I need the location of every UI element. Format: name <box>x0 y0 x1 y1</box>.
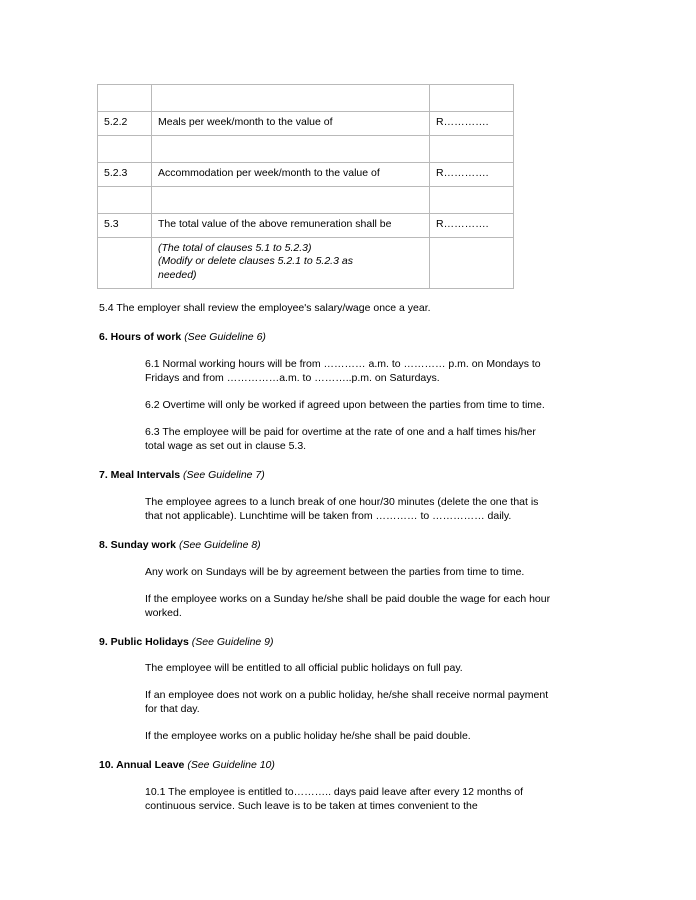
table-note-line: (The total of clauses 5.1 to 5.2.3) <box>158 241 312 254</box>
table-note-line: (Modify or delete clauses 5.2.1 to 5.2.3 as <box>158 255 353 268</box>
table-cell-amount <box>430 237 514 289</box>
section-guideline: (See Guideline 10) <box>187 759 275 772</box>
section-9-paragraph-3: If the employee works on a public holiday he/she shall be paid double. <box>145 730 471 743</box>
remuneration-table <box>97 84 514 289</box>
table-cell-clause: 5.2.3 <box>98 162 152 186</box>
section-guideline: (See Guideline 7) <box>183 468 265 481</box>
section-heading-8 <box>99 539 575 553</box>
table-row <box>98 85 514 112</box>
section-6-paragraph-1: 6.1 Normal working hours will be from ………… a.m. to ………… p.m. on Mondays to Fridays and from ……………a.m. to ………..p.m. on Saturdays. <box>145 358 541 385</box>
section-6-paragraph-3: 6.3 The employee will be paid for overtime at the rate of one and a half times his/her total wage as set out in clause 5.3. <box>145 425 536 452</box>
section-8-paragraph-1: Any work on Sundays will be by agreement between the parties from time to time. <box>145 565 525 578</box>
table-cell-amount: R…………. <box>430 162 514 186</box>
table-cell-clause <box>98 135 152 162</box>
table-row <box>98 135 514 162</box>
section-heading-10 <box>99 759 575 773</box>
table-cell-amount <box>430 85 514 112</box>
table-cell-clause <box>98 85 152 112</box>
table-row <box>98 186 514 213</box>
section-title: 10. Annual Leave <box>99 759 185 772</box>
section-9-paragraph-1: The employee will be entitled to all official public holidays on full pay. <box>145 662 463 675</box>
table-cell-description: Accommodation per week/month to the value of <box>152 162 430 186</box>
section-guideline: (See Guideline 8) <box>178 538 261 551</box>
table-cell-description: Meals per week/month to the value of <box>152 112 430 136</box>
section-9-paragraph-2: If an employee does not work on a public holiday, he/she shall receive normal payment for that day. <box>145 689 549 716</box>
table-cell-description: The total value of the above remuneration shall be <box>152 213 430 237</box>
table-cell-clause <box>98 186 152 213</box>
table-cell-note <box>152 237 430 289</box>
section-heading-7 <box>99 469 575 483</box>
table-cell-description <box>152 85 430 112</box>
section-heading-9 <box>99 636 575 650</box>
section-title: 9. Public Holidays <box>99 635 189 648</box>
table-cell-amount: R…………. <box>430 213 514 237</box>
section-guideline: (See Guideline 6) <box>184 331 266 344</box>
table-row <box>98 112 514 136</box>
table-note-line: needed) <box>158 269 197 282</box>
section-title: 7. Meal Intervals <box>99 468 181 481</box>
table-row <box>98 237 514 289</box>
section-6-paragraph-2: 6.2 Overtime will only be worked if agreed upon between the parties from time to time. <box>145 398 545 411</box>
section-10-paragraph-1: 10.1 The employee is entitled to……….. days paid leave after every 12 months of continuous service. Such leave is to be taken at times convenient to the <box>145 786 524 813</box>
section-heading-6 <box>99 331 575 345</box>
section-title: 6. Hours of work <box>99 331 182 344</box>
table-cell-amount <box>430 135 514 162</box>
table-cell-clause: 5.2.2 <box>98 112 152 136</box>
table-cell-amount <box>430 186 514 213</box>
table-row <box>98 213 514 237</box>
table-cell-clause <box>98 237 152 289</box>
section-title: 8. Sunday work <box>99 538 177 551</box>
section-guideline: (See Guideline 9) <box>191 635 274 648</box>
clause-5-4: 5.4 The employer shall review the employee's salary/wage once a year. <box>99 302 431 315</box>
document-content <box>97 84 575 814</box>
table-row <box>98 162 514 186</box>
section-8-paragraph-2: If the employee works on a Sunday he/she shall be paid double the wage for each hour worked. <box>145 592 551 619</box>
table-cell-description <box>152 135 430 162</box>
section-7-paragraph-1: The employee agrees to a lunch break of one hour/30 minutes (delete the one that is that not applicable). Lunchtime will be taken from ………… to …………… daily. <box>145 495 539 522</box>
table-cell-amount: R…………. <box>430 112 514 136</box>
table-cell-description <box>152 186 430 213</box>
table-cell-clause: 5.3 <box>98 213 152 237</box>
